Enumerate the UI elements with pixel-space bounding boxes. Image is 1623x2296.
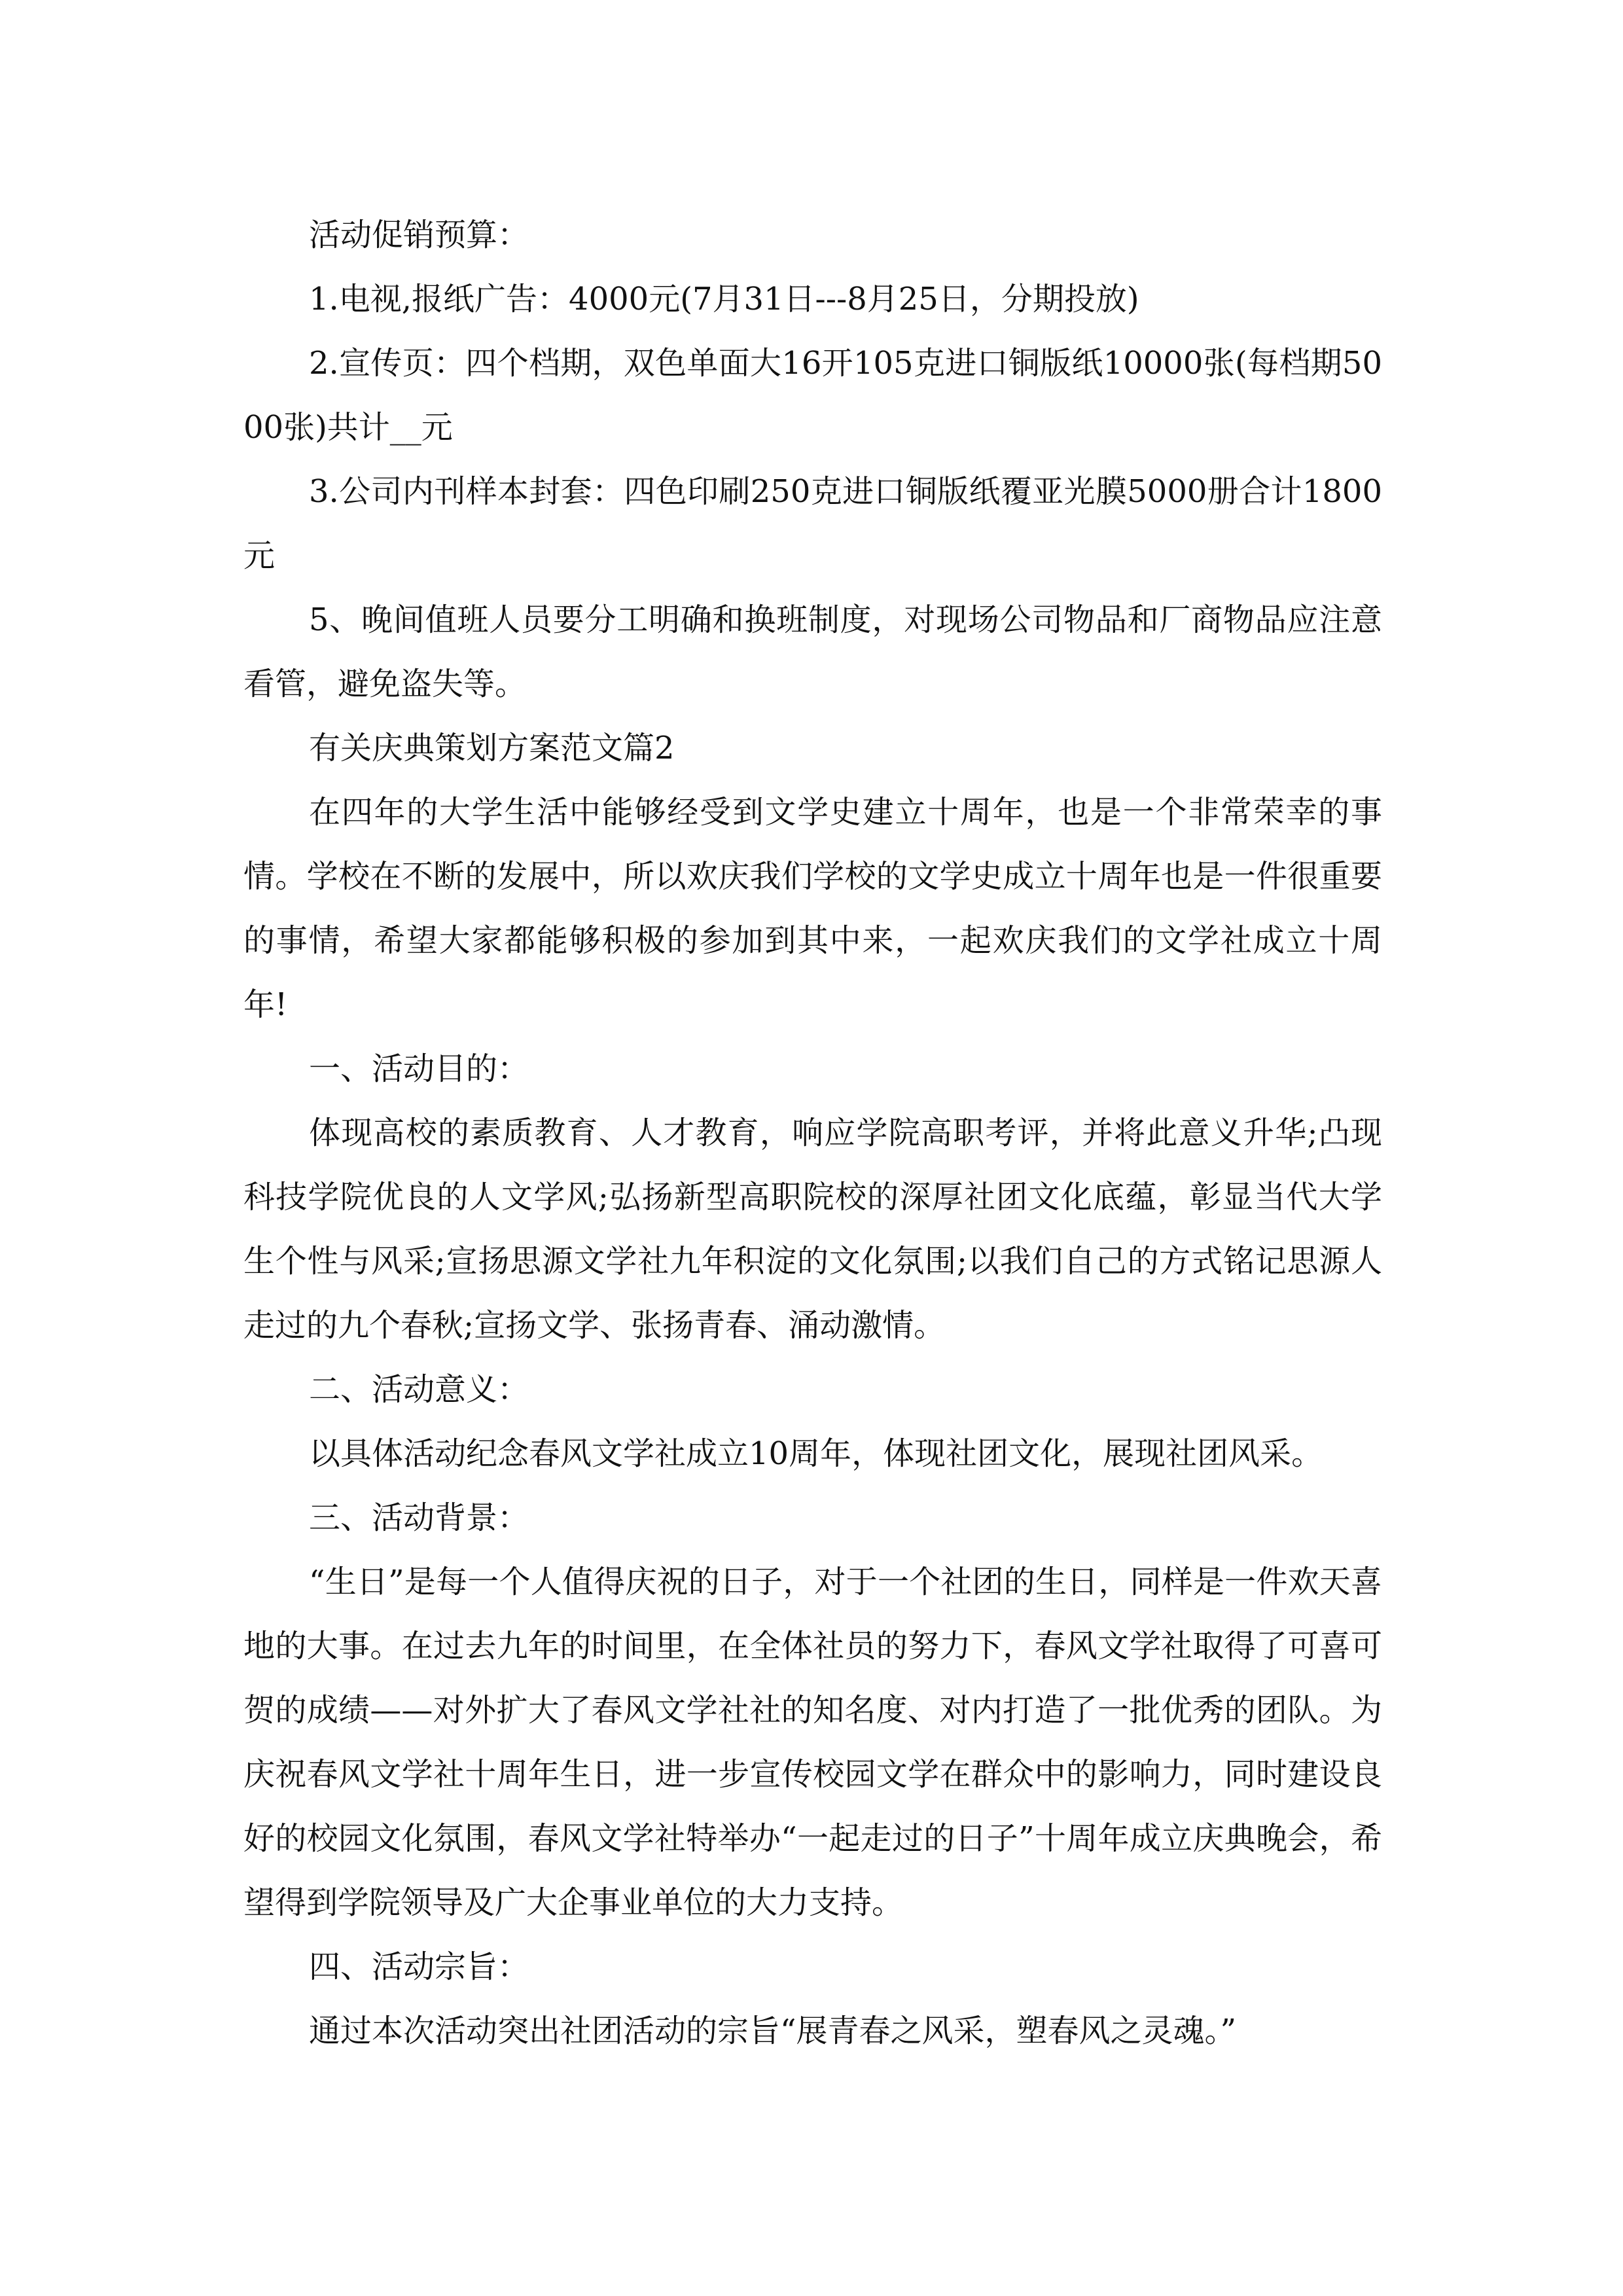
heading-activity-purpose: 一、活动目的： bbox=[309, 1050, 529, 1087]
heading-activity-significance: 二、活动意义： bbox=[309, 1371, 529, 1408]
paragraph-activity-purpose: 体现高校的素质教育、人才教育，响应学院高职考评，并将此意义升华;凸现科技学院优良的人文学风;弘扬新型高职院校的深厚社团文化底蕴，彰显当代大学生个性与风采;宣扬思源文学社九年积淀的文化氛围;以我们自己的方式铭记思源人走过的九个春秋;宣扬文学、张扬青春、涌动激情。 bbox=[243, 1115, 1382, 1344]
heading-activity-tenet: 四、活动宗旨： bbox=[309, 1948, 529, 1985]
paragraph-night-shift: 5、晚间值班人员要分工明确和换班制度，对现场公司物品和厂商物品应注意看管，避免盗失等。 bbox=[243, 601, 1382, 702]
paragraph-activity-background: “生日”是每一个人值得庆祝的日子，对于一个社团的生日，同样是一件欢天喜地的大事。在过去九年的时间里，在全体社员的努力下，春风文学社取得了可喜可贺的成绩——对外扩大了春风文学社社的知名度、对内打造了一批优秀的团队。为庆祝春风文学社十周年生日，进一步宣传校园文学在群众中的影响力，同时建设良好的校园文化氛围，春风文学社特举办“一起走过的日子”十周年成立庆典晚会，希望得到学院领导及广大企事业单位的大力支持。 bbox=[243, 1564, 1382, 1921]
section-title-part-2: 有关庆典策划方案范文篇2 bbox=[309, 730, 675, 766]
paragraph-flyers: 2.宣传页：四个档期，双色单面大16开105克进口铜版纸10000张(每档期5000张)共计__元 bbox=[243, 345, 1382, 446]
paragraph-intro: 在四年的大学生活中能够经受到文学史建立十周年，也是一个非常荣幸的事情。学校在不断的发展中，所以欢庆我们学校的文学史成立十周年也是一件很重要的事情，希望大家都能够积极的参加到其中来，一起欢庆我们的文学社成立十周年! bbox=[243, 794, 1382, 1023]
paragraph-tv-newspaper-ads: 1.电视,报纸广告：4000元(7月31日---8月25日，分期投放) bbox=[309, 281, 1139, 317]
paragraph-activity-tenet: 通过本次活动突出社团活动的宗旨“展青春之风采，塑春风之灵魂。” bbox=[309, 2013, 1237, 2049]
paragraph-budget-heading: 活动促销预算： bbox=[309, 217, 529, 253]
paragraph-activity-significance: 以具体活动纪念春风文学社成立10周年，体现社团文化，展现社团风采。 bbox=[309, 1435, 1323, 1472]
paragraph-journal-cover: 3.公司内刊样本封套：四色印刷250克进口铜版纸覆亚光膜5000册合计1800元 bbox=[243, 473, 1382, 574]
heading-activity-background: 三、活动背景： bbox=[309, 1499, 529, 1536]
document-body bbox=[243, 203, 1382, 2063]
